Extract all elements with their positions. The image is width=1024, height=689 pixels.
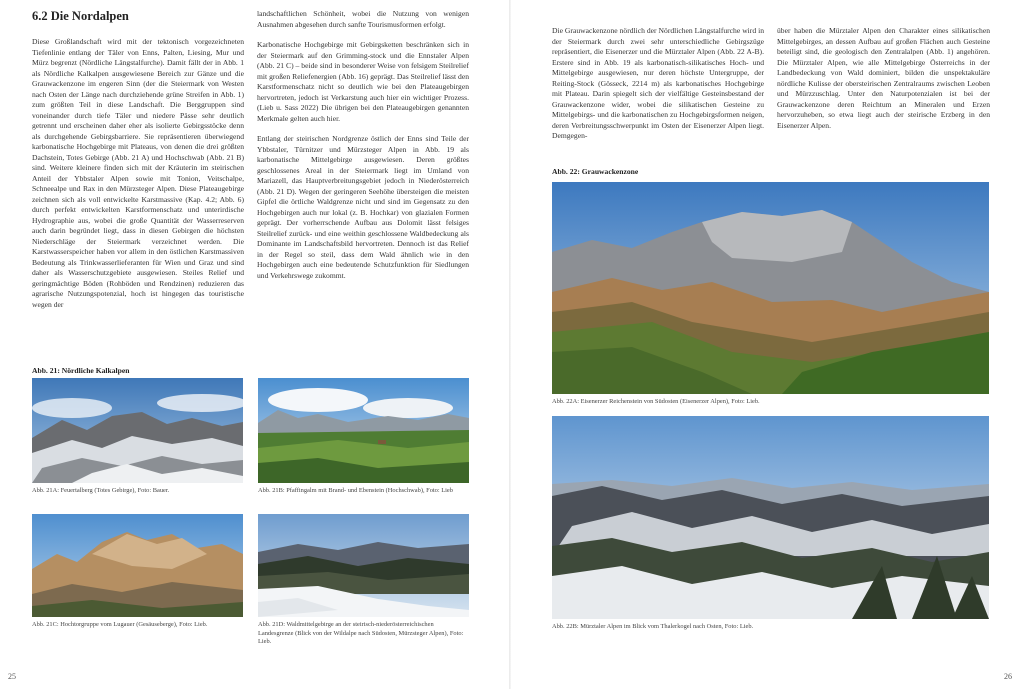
photo-21d	[258, 514, 469, 617]
page-number: 26	[1004, 672, 1012, 681]
photo-22b	[552, 416, 989, 619]
photo-21b	[258, 378, 469, 483]
text-column-1	[552, 26, 764, 154]
page-number: 25	[8, 672, 16, 681]
paragraph: landschaftlichen Schönheit, wobei die Nutzung von wenigen Ausnahmen abgesehen durch sanfte Tourismusformen erfolgt.	[257, 9, 469, 29]
section-heading: 6.2 Die Nordalpen	[32, 9, 129, 23]
caption-21c: Abb. 21C: Hochtorgruppe vom Lugauer (Gesäuseberge), Foto: Lieb.	[32, 621, 208, 628]
caption-21d: Abb. 21D: Waldmittelgebirge an der steirisch-niederösterreichischen Landesgrenze (Blick von der Wildalpe nach Südosten, Mürzsteger Alpen), Foto: Lieb.	[258, 621, 464, 646]
text-column-1	[32, 37, 244, 357]
paragraph: Entlang der steirischen Nordgrenze östlich der Enns sind Teile der Ybbstaler, Türnitzer und Mürzsteger Alpen in Abb. 19 als karbonatische Mittelgebirge ausgewiesen. Deren größtes geschlossenes Areal in der Steiermark liegt im Umland von Mariazell, das Hauptverbreitungsgebiet jedoch in Niederösterreich (Abb. 21 D). Wegen der geringeren Seehöhe übersteigen die meisten Gipfel die örtliche Waldgrenze nicht und sind im Gegensatz zu den Hochgebirgen auch nur lokal (z. B. Hochkar) von glazialen Formen geprägt. Der vorherrschende Aufbau aus Dolomit lässt felsiges Steilrelief zurück- und eine weithin geschlossene Waldbedeckung als Dominante im Landschaftsbild hervortreten. Dennoch ist das Relief in der Regel so steil, dass dem Wald ähnlich wie in den Hochgebirgen auch eine bedeutende Schutzfunktion für Siedlungen und Verkehrswege zukommt.	[257, 134, 469, 280]
paragraph: Diese Großlandschaft wird mit der tektonisch vorgezeichneten Tiefenlinie entlang der Täler von Enns, Palten, Liesing, Mur und Mürz begrenzt (Nördliche Längstalfurche). Damit fällt der in Abb. 1 als Nördliche Kalkalpen ausgewiesene Bereich zur Gänze und die Grauwackenzone im engeren Sinn (der die Steiermark von Westen nach Osten der Länge nach durchziehende grüne Streifen in Abb. 1) zum größten Teil in diese Landschaft. Die Berggruppen sind voneinander durch tiefe Täler und niedere Pässe sehr deutlich getrennt und erscheinen daher eher als isolierte Gebirgsstöcke denn als durchgehende Gebirgsbarriere. Sie repräsentieren überwiegend karbonatische Hochgebirge mit Plateaus, von denen die drei größten Dachstein, Totes Gebirge (Abb. 21 A) und Hochschwab (Abb. 21 B) sind. Weitere kleinere finden sich mit der Kräuterin im steirischen Anteil der Ybbstaler Alpen sowie mit Tonion, Veitschalpe, Schneealpe und Rax in den Mürzsteger Alpen. Diese Plateaugebirge zeichnen sich als voll entwickelte Karstmassive (Kap. 4.2; Abb. 6) durch perfekt entwickelten Karstformenschatz und unterirdische Hydrographie aus, wobei die große Quantität der Wasserreserven auch darin begründet liegt, dass in diesen Gebirgen die höchsten Niederschläge der Steiermark verzeichnet werden. Die Karstwasserspeicher haben vor allem in den östlichen Karstmassiven Bedeutung als Trinkwasserlieferanten für Wien und Graz und sind daher als Wasserschutzgebiete ausgewiesen. Steiles Relief und geringmächtige Böden (Rohböden und Rendzinen) reduzieren das agrarische Nutzungspotenzial, hoch ist hingegen das touristische wegen der	[32, 37, 244, 309]
caption-21a: Abb. 21A: Feuertalberg (Totes Gebirge), Foto: Bauer.	[32, 487, 170, 494]
caption-21b: Abb. 21B: Pfaffingalm mit Brand- und Ebenstein (Hochschwab), Foto: Lieb	[258, 487, 453, 494]
text-column-2	[777, 26, 990, 154]
photo-21a	[32, 378, 243, 483]
paragraph: über haben die Mürztaler Alpen den Charakter eines silikatischen Mittelgebirges, an dessen Aufbau auf großen Flächen auch Gesteine beteiligt sind, die geologisch den Zentralalpen (Abb. 1) angehören. Die Mürztaler Alpen, wie alle Mittelgebirge Österreichs in der Landbedeckung von Wald dominiert, bilden die unspektakuläre nördliche Kulisse der obersteirischen Zentralraums zwischen Leoben und Mürzzuschlag. Unter den Naturpotenzialen ist bei der Grauwackenzone deren Reichtum an Mineralen und Erzen hervorzuheben, so etwa liegt auch der steirische Erzberg in den Eisenerzer Alpen.	[777, 26, 990, 130]
right-page	[511, 0, 1024, 689]
caption-22b: Abb. 22B: Mürztaler Alpen im Blick vom Thalerkogel nach Osten, Foto: Lieb.	[552, 623, 754, 630]
figure-title: Abb. 21: Nördliche Kalkalpen	[32, 366, 130, 375]
figure-title: Abb. 22: Grauwackenzone	[552, 167, 639, 176]
left-page	[0, 0, 509, 689]
caption-22a: Abb. 22A: Eisenerzer Reichenstein von Südosten (Eisenerzer Alpen), Foto: Lieb.	[552, 398, 760, 405]
photo-22a	[552, 182, 989, 394]
photo-21c	[32, 514, 243, 617]
paragraph: Die Grauwackenzone nördlich der Nördlichen Längstalfurche wird in der Steiermark durch zwei sehr unterschiedliche Gebirgszüge repräsentiert, die Eisenerzer und die Mürztaler Alpen (Abb. 22 A-B). Erstere sind in Abb. 19 als karbonatisch-silikatisches Hoch- und Mittelgebirge ausgewiesen, nur deren höchste Untergruppe, der Reiting-Stock (Gösseck, 2214 m) als karbonatisches Hochgebirge mit Plateau. Darin spiegelt sich der vielfältige Gesteinsbestand der Grauwackenzone wider, wobei die silikatischen Gesteine zu Mittelgebirgs- und die karbonatischen zu Hochgebirgsformen neigen, deren Verbreitungsschwerpunkt im Osten der Eisenerzer Alpen liegt. Demgegen-	[552, 26, 764, 140]
text-column-2	[257, 9, 469, 359]
paragraph: Karbonatische Hochgebirge mit Gebirgsketten beschränken sich in der Steiermark auf den Grimming-stock und die Ennstaler Alpen (Abb. 21 C) – beide sind in besonderer Weise von felsigem Steilrelief mit großen Reliefenergien (Abb. 16) geprägt. Das Steilrelief lässt den Karstformenschatz nicht so deutlich wie bei den Plateaugebirgen hervortreten, jedoch ist Verkarstung auch hier ein wichtiger Prozess. (Lieb u. Sass 2022) Die übrigen bei den Plateaugebirgen genannten Merkmale gelten auch hier.	[257, 40, 469, 123]
